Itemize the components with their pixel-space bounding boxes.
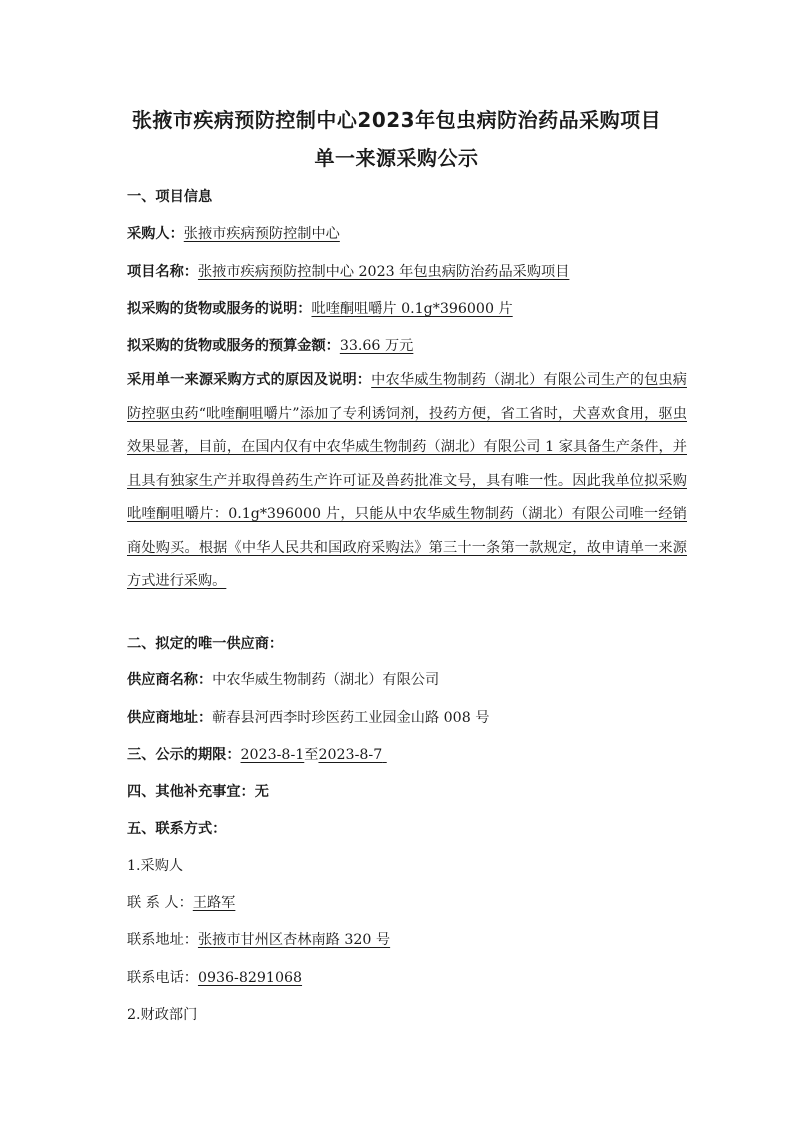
purchaser-label: 采购人： [127, 226, 184, 242]
goods-value: 吡喹酮咀嚼片 0.1g*396000 片 [311, 301, 513, 317]
contact-person-label: 联 系 人： [127, 895, 193, 911]
section-contact-heading: 五、联系方式： [127, 821, 227, 837]
supplier-name-row [127, 669, 439, 689]
period-row [127, 744, 387, 764]
supplier-name-label: 供应商名称： [127, 672, 213, 688]
contact-phone-label: 联系电话： [127, 970, 198, 986]
document-title-line1: 张掖市疾病预防控制中心2023年包虫病防治药品采购项目 [131, 108, 662, 132]
contact-phone-value: 0936-8291068 [197, 970, 303, 986]
supplier-address-value: 蕲春县河西李时珍医药工业园金山路 008 号 [212, 710, 490, 726]
reason-label: 采用单一来源采购方式的原因及说明： [127, 372, 372, 388]
reason-paragraph [127, 364, 687, 599]
document-title-line2: 单一来源采购公示 [314, 146, 479, 170]
purchaser-row [127, 223, 340, 243]
budget-label: 拟采购的货物或服务的预算金额： [127, 338, 340, 354]
period-start: 2023-8-1 [240, 747, 305, 763]
purchaser-value: 张掖市疾病预防控制中心 [183, 226, 340, 242]
contact-address-value: 张掖市甘州区杏林南路 320 号 [197, 932, 391, 948]
contact-address-row [127, 929, 390, 949]
reason-value: 中农华威生物制药（湖北）有限公司生产的包虫病防控驱虫药“吡喹酮咀嚼片”添加了专利诱饲剂，投药方便，省工省时，犬喜欢食用，驱虫效果显著，目前，在国内仅有中农华威生物制药（湖北）有限公司 1 家具备生产条件，并且具有独家生产并取得兽药生产许可证及兽药批准文号，具有唯一性。因此我单位拟采购吡喹酮咀嚼片：0.1g*396000 片，只能从中农华威生物制药（湖北）有限公司唯一经销商处购买。根据《中华人民共和国政府采购法》第三十一条第一款规定，故申请单一来源方式进行采购。 [127, 372, 687, 589]
contact-phone-row [127, 967, 302, 987]
supplier-address-label: 供应商地址： [127, 710, 213, 726]
project-name-label: 项目名称： [127, 264, 198, 280]
goods-row [127, 298, 513, 318]
section-other-heading: 四、其他补充事宜：无 [127, 784, 269, 800]
period-label: 三、公示的期限： [127, 747, 241, 763]
section-supplier-heading: 二、拟定的唯一供应商： [127, 636, 284, 652]
budget-value: 33.66 万元 [339, 338, 414, 354]
contact-purchaser-heading: 1.采购人 [127, 858, 184, 874]
goods-label: 拟采购的货物或服务的说明： [127, 301, 312, 317]
project-name-value: 张掖市疾病预防控制中心 2023 年包虫病防治药品采购项目 [197, 264, 570, 280]
section-project-info-heading: 一、项目信息 [127, 189, 213, 205]
period-end: 2023-8-7 [318, 747, 383, 763]
contact-address-label: 联系地址： [127, 932, 198, 948]
project-name-row [127, 261, 569, 281]
contact-person-row [127, 892, 235, 912]
contact-finance-heading: 2.财政部门 [127, 1007, 198, 1023]
period-separator: 至 [304, 747, 319, 763]
supplier-name-value: 中农华威生物制药（湖北）有限公司 [212, 672, 440, 688]
contact-person-value: 王路军 [192, 895, 236, 911]
budget-row [127, 335, 413, 355]
supplier-address-row [127, 707, 489, 727]
